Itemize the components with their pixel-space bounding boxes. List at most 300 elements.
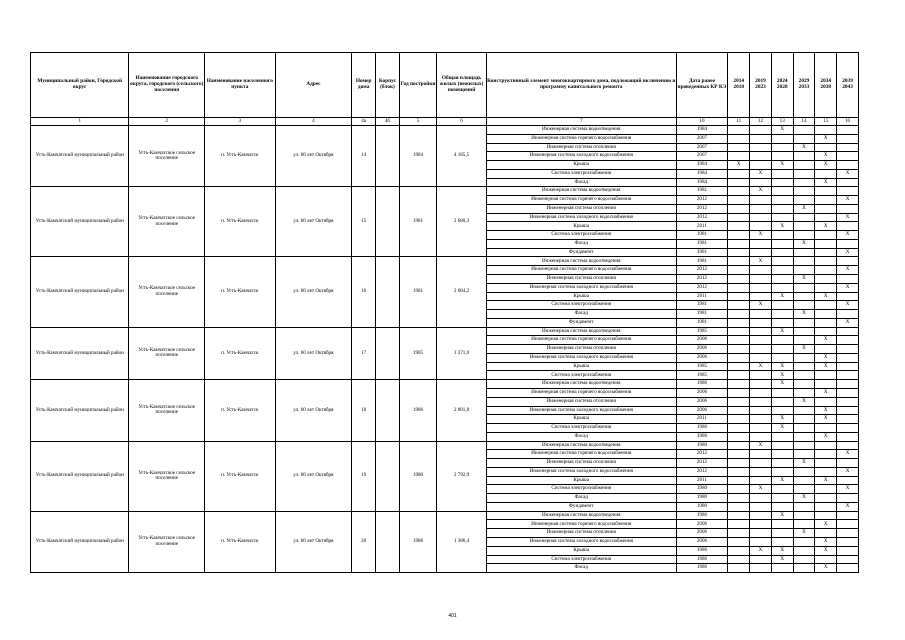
period-cell <box>750 161 772 170</box>
header-row <box>31 53 859 118</box>
element-cell: Фасад <box>486 239 676 248</box>
period-cell <box>728 204 750 213</box>
repair-mark: X <box>815 353 837 362</box>
period-cell <box>771 275 793 284</box>
element-cell: Фундамент <box>486 248 676 257</box>
header-period-2019: 2019 2023 <box>750 53 772 118</box>
period-cell <box>728 441 750 450</box>
prev-repair-date-cell: 1984 <box>676 126 728 135</box>
prev-repair-date-cell: 1981 <box>676 248 728 257</box>
element-cell: Система электроснабжения <box>486 485 676 494</box>
repair-mark: X <box>771 546 793 555</box>
repair-mark: X <box>837 467 859 476</box>
element-cell: Фундамент <box>486 502 676 511</box>
table-row <box>31 441 859 450</box>
period-cell <box>771 494 793 503</box>
period-cell <box>750 318 772 327</box>
repair-mark: X <box>771 371 793 380</box>
period-cell <box>837 178 859 187</box>
period-cell <box>771 388 793 397</box>
period-cell <box>771 187 793 196</box>
prev-repair-date-cell: 2011 <box>676 415 728 424</box>
prev-repair-date-cell: 1986 <box>676 432 728 441</box>
period-cell <box>728 371 750 380</box>
year-cell: 1984 <box>399 126 436 187</box>
period-cell <box>793 362 815 371</box>
element-cell: Инженерная система горячего водоснабжения <box>486 266 676 275</box>
period-cell <box>793 213 815 222</box>
block-cell <box>376 327 400 380</box>
prev-repair-date-cell: 2006 <box>676 345 728 354</box>
period-cell <box>793 555 815 564</box>
period-cell <box>837 537 859 546</box>
period-cell <box>837 187 859 196</box>
district-cell: Усть-Камчатский муниципальный район <box>31 257 129 327</box>
prev-repair-date-cell: 2012 <box>676 213 728 222</box>
period-cell <box>750 345 772 354</box>
period-cell <box>728 239 750 248</box>
prev-repair-date-cell: 1980 <box>676 502 728 511</box>
period-cell <box>837 239 859 248</box>
settlement-cell: Усть-Камчатское сельское поселение <box>129 380 205 441</box>
period-cell <box>837 362 859 371</box>
period-cell <box>793 178 815 187</box>
period-cell <box>837 327 859 336</box>
period-cell <box>815 231 837 240</box>
period-cell <box>728 494 750 503</box>
area-cell: 1 386,4 <box>437 511 487 572</box>
period-cell <box>815 529 837 538</box>
element-cell: Крыша <box>486 362 676 371</box>
period-cell <box>793 152 815 161</box>
repair-mark: X <box>815 134 837 143</box>
period-cell <box>793 380 815 389</box>
period-cell <box>728 257 750 266</box>
district-cell: Усть-Камчатский муниципальный район <box>31 327 129 380</box>
period-cell <box>837 126 859 135</box>
period-cell <box>728 555 750 564</box>
settlement-cell: Усть-Камчатское сельское поселение <box>129 327 205 380</box>
period-cell <box>793 169 815 178</box>
area-cell: 2 680,3 <box>437 187 487 257</box>
period-cell <box>837 424 859 433</box>
period-cell <box>815 485 837 494</box>
prev-repair-date-cell: 1986 <box>676 555 728 564</box>
col-number: 11 <box>728 118 750 126</box>
col-number: 4б <box>376 118 400 126</box>
house-number-cell: 16 <box>352 257 376 327</box>
street-cell: ул. 60 лет Октября <box>275 380 352 441</box>
period-cell <box>728 353 750 362</box>
element-cell: Система электроснабжения <box>486 555 676 564</box>
element-cell: Крыша <box>486 415 676 424</box>
locality-cell: п. Усть-Камчатск <box>205 257 275 327</box>
repair-mark: X <box>771 126 793 135</box>
period-cell <box>771 529 793 538</box>
element-cell: Инженерная система горячего водоснабжения <box>486 388 676 397</box>
header-locality: Наименование населенного пункта <box>205 53 275 118</box>
block-cell <box>376 380 400 441</box>
period-cell <box>815 511 837 520</box>
period-cell <box>837 345 859 354</box>
repair-mark: X <box>750 485 772 494</box>
repair-mark: X <box>837 283 859 292</box>
repair-mark: X <box>837 450 859 459</box>
period-cell <box>750 327 772 336</box>
col-number: 1 <box>31 118 129 126</box>
period-cell <box>728 564 750 573</box>
column-number-row <box>31 118 859 126</box>
period-cell <box>728 476 750 485</box>
area-cell: 4 185,5 <box>437 126 487 187</box>
prev-repair-date-cell: 2012 <box>676 266 728 275</box>
header-period-2039: 2039 2043 <box>837 53 859 118</box>
period-cell <box>771 537 793 546</box>
period-cell <box>728 248 750 257</box>
period-cell <box>750 134 772 143</box>
period-cell <box>750 564 772 573</box>
period-cell <box>815 494 837 503</box>
period-cell <box>771 196 793 205</box>
repair-mark: X <box>837 213 859 222</box>
col-number: 12 <box>750 118 772 126</box>
settlement-cell: Усть-Камчатское сельское поселение <box>129 441 205 511</box>
prev-repair-date-cell: 2011 <box>676 222 728 231</box>
element-cell: Инженерная система холодного водоснабжения <box>486 152 676 161</box>
element-cell: Крыша <box>486 292 676 301</box>
period-cell <box>837 432 859 441</box>
locality-cell: п. Усть-Камчатск <box>205 511 275 572</box>
element-cell: Инженерная система отопления <box>486 345 676 354</box>
locality-cell: п. Усть-Камчатск <box>205 441 275 511</box>
period-cell <box>771 336 793 345</box>
period-cell <box>750 388 772 397</box>
repair-mark: X <box>815 537 837 546</box>
period-cell <box>815 275 837 284</box>
locality-cell: п. Усть-Камчатск <box>205 327 275 380</box>
period-cell <box>771 143 793 152</box>
prev-repair-date-cell: 2007 <box>676 134 728 143</box>
period-cell <box>837 143 859 152</box>
repair-mark: X <box>771 555 793 564</box>
area-cell: 2 801,8 <box>437 380 487 441</box>
period-cell <box>793 485 815 494</box>
period-cell <box>750 459 772 468</box>
element-cell: Фасад <box>486 494 676 503</box>
period-cell <box>815 213 837 222</box>
period-cell <box>815 467 837 476</box>
period-cell <box>815 441 837 450</box>
repair-mark: X <box>815 406 837 415</box>
header-house-number: Номер дома <box>352 53 376 118</box>
period-cell <box>728 529 750 538</box>
prev-repair-date-cell: 2012 <box>676 275 728 284</box>
prev-repair-date-cell: 2011 <box>676 476 728 485</box>
period-cell <box>728 222 750 231</box>
prev-repair-date-cell: 2012 <box>676 196 728 205</box>
repair-mark: X <box>815 432 837 441</box>
repair-mark: X <box>837 248 859 257</box>
period-cell <box>793 415 815 424</box>
period-cell <box>837 415 859 424</box>
period-cell <box>728 502 750 511</box>
period-cell <box>750 537 772 546</box>
repair-mark: X <box>750 257 772 266</box>
repair-mark: X <box>771 380 793 389</box>
prev-repair-date-cell: 2012 <box>676 204 728 213</box>
repair-mark: X <box>815 388 837 397</box>
period-cell <box>793 432 815 441</box>
period-cell <box>815 283 837 292</box>
prev-repair-date-cell: 2006 <box>676 336 728 345</box>
period-cell <box>815 204 837 213</box>
period-cell <box>793 327 815 336</box>
period-cell <box>815 371 837 380</box>
period-cell <box>837 310 859 319</box>
element-cell: Фасад <box>486 564 676 573</box>
table-row <box>31 511 859 520</box>
period-cell <box>728 292 750 301</box>
period-cell <box>793 511 815 520</box>
period-cell <box>771 178 793 187</box>
prev-repair-date-cell: 1981 <box>676 239 728 248</box>
repair-mark: X <box>793 459 815 468</box>
header-period-2024: 2024 2028 <box>771 53 793 118</box>
prev-repair-date-cell: 1985 <box>676 327 728 336</box>
prev-repair-date-cell: 1980 <box>676 494 728 503</box>
period-cell <box>750 143 772 152</box>
house-number-cell: 17 <box>352 327 376 380</box>
period-cell <box>793 450 815 459</box>
repair-mark: X <box>815 152 837 161</box>
period-cell <box>793 476 815 485</box>
element-cell: Система электроснабжения <box>486 301 676 310</box>
period-cell <box>793 126 815 135</box>
street-cell: ул. 60 лет Октября <box>275 257 352 327</box>
element-cell: Инженерная система горячего водоснабжения <box>486 520 676 529</box>
period-cell <box>728 424 750 433</box>
repair-mark: X <box>837 266 859 275</box>
period-cell <box>750 275 772 284</box>
element-cell: Инженерная система горячего водоснабжения <box>486 196 676 205</box>
period-cell <box>815 169 837 178</box>
element-cell: Система электроснабжения <box>486 169 676 178</box>
period-cell <box>837 397 859 406</box>
period-cell <box>771 450 793 459</box>
col-number: 4 <box>275 118 352 126</box>
period-cell <box>837 546 859 555</box>
period-cell <box>728 388 750 397</box>
period-cell <box>771 345 793 354</box>
repair-mark: X <box>750 546 772 555</box>
period-cell <box>750 196 772 205</box>
year-cell: 1986 <box>399 511 436 572</box>
period-cell <box>837 511 859 520</box>
period-cell <box>793 301 815 310</box>
prev-repair-date-cell: 1985 <box>676 371 728 380</box>
header-address: Адрес <box>275 53 352 118</box>
table-row <box>31 380 859 389</box>
element-cell: Инженерная система водоотведения <box>486 187 676 196</box>
year-cell: 1980 <box>399 441 436 511</box>
repair-mark: X <box>815 292 837 301</box>
element-cell: Инженерная система водоотведения <box>486 327 676 336</box>
repair-mark: X <box>793 310 815 319</box>
prev-repair-date-cell: 2012 <box>676 283 728 292</box>
header-year: Год постройки <box>399 53 436 118</box>
period-cell <box>750 310 772 319</box>
prev-repair-date-cell: 2012 <box>676 450 728 459</box>
element-cell: Инженерная система холодного водоснабжения <box>486 406 676 415</box>
table-row <box>31 257 859 266</box>
period-cell <box>728 406 750 415</box>
period-cell <box>750 432 772 441</box>
period-cell <box>750 511 772 520</box>
period-cell <box>771 406 793 415</box>
prev-repair-date-cell: 1985 <box>676 362 728 371</box>
period-cell <box>837 204 859 213</box>
period-cell <box>750 213 772 222</box>
period-cell <box>728 432 750 441</box>
district-cell: Усть-Камчатский муниципальный район <box>31 511 129 572</box>
repair-mark: X <box>793 275 815 284</box>
prev-repair-date-cell: 2006 <box>676 388 728 397</box>
period-cell <box>750 204 772 213</box>
prev-repair-date-cell: 2006 <box>676 537 728 546</box>
col-number: 7 <box>486 118 676 126</box>
repair-mark: X <box>837 196 859 205</box>
capital-repair-table <box>30 52 859 573</box>
repair-mark: X <box>750 362 772 371</box>
prev-repair-date-cell: 2012 <box>676 467 728 476</box>
period-cell <box>771 213 793 222</box>
header-settlement: Наименование городского округа, городского (сельского) поселения <box>129 53 205 118</box>
repair-mark: X <box>793 397 815 406</box>
repair-mark: X <box>815 178 837 187</box>
area-cell: 1 371,0 <box>437 327 487 380</box>
period-cell <box>793 231 815 240</box>
period-cell <box>728 345 750 354</box>
repair-mark: X <box>815 564 837 573</box>
period-cell <box>793 187 815 196</box>
repair-mark: X <box>750 169 772 178</box>
period-cell <box>750 450 772 459</box>
header-period-2014: 2014 2018 <box>728 53 750 118</box>
period-cell <box>771 266 793 275</box>
period-cell <box>815 266 837 275</box>
element-cell: Инженерная система холодного водоснабжения <box>486 213 676 222</box>
col-number: 16 <box>837 118 859 126</box>
house-number-cell: 20 <box>352 511 376 572</box>
table-body <box>31 126 859 573</box>
element-cell: Инженерная система горячего водоснабжения <box>486 134 676 143</box>
house-number-cell: 19 <box>352 441 376 511</box>
repair-mark: X <box>837 169 859 178</box>
period-cell <box>728 266 750 275</box>
col-number: 4а <box>352 118 376 126</box>
period-cell <box>837 161 859 170</box>
period-cell <box>750 336 772 345</box>
period-cell <box>771 152 793 161</box>
street-cell: ул. 60 лет Октября <box>275 441 352 511</box>
period-cell <box>771 204 793 213</box>
element-cell: Инженерная система отопления <box>486 529 676 538</box>
element-cell: Инженерная система отопления <box>486 397 676 406</box>
repair-mark: X <box>815 546 837 555</box>
prev-repair-date-cell: 1981 <box>676 231 728 240</box>
repair-mark: X <box>837 502 859 511</box>
col-number: 3 <box>205 118 275 126</box>
repair-mark: X <box>837 231 859 240</box>
street-cell: ул. 60 лет Октября <box>275 126 352 187</box>
year-cell: 1986 <box>399 380 436 441</box>
prev-repair-date-cell: 2006 <box>676 353 728 362</box>
table-row <box>31 327 859 336</box>
period-cell <box>837 564 859 573</box>
district-cell: Усть-Камчатский муниципальный район <box>31 380 129 441</box>
header-block: Корпус (блок) <box>376 53 400 118</box>
period-cell <box>837 520 859 529</box>
period-cell <box>793 520 815 529</box>
period-cell <box>771 318 793 327</box>
prev-repair-date-cell: 1986 <box>676 564 728 573</box>
prev-repair-date-cell: 2011 <box>676 292 728 301</box>
col-number: 10 <box>676 118 728 126</box>
element-cell: Инженерная система холодного водоснабжения <box>486 467 676 476</box>
period-cell <box>815 450 837 459</box>
period-cell <box>837 555 859 564</box>
period-cell <box>728 336 750 345</box>
house-number-cell: 18 <box>352 380 376 441</box>
period-cell <box>750 178 772 187</box>
page-number: 401 <box>448 613 457 619</box>
period-cell <box>837 152 859 161</box>
repair-mark: X <box>750 301 772 310</box>
repair-mark: X <box>837 318 859 327</box>
block-cell <box>376 441 400 511</box>
period-cell <box>815 301 837 310</box>
repair-mark: X <box>815 362 837 371</box>
period-cell <box>771 239 793 248</box>
prev-repair-date-cell: 1984 <box>676 169 728 178</box>
area-cell: 2 792,9 <box>437 441 487 511</box>
element-cell: Система электроснабжения <box>486 371 676 380</box>
element-cell: Инженерная система горячего водоснабжения <box>486 336 676 345</box>
prev-repair-date-cell: 1986 <box>676 424 728 433</box>
period-cell <box>815 502 837 511</box>
period-cell <box>728 380 750 389</box>
period-cell <box>728 178 750 187</box>
period-cell <box>728 301 750 310</box>
element-cell: Крыша <box>486 161 676 170</box>
period-cell <box>771 169 793 178</box>
period-cell <box>771 231 793 240</box>
period-cell <box>815 257 837 266</box>
repair-mark: X <box>771 415 793 424</box>
repair-mark: X <box>815 336 837 345</box>
element-cell: Инженерная система водоотведения <box>486 380 676 389</box>
period-cell <box>728 169 750 178</box>
period-cell <box>837 134 859 143</box>
period-cell <box>837 353 859 362</box>
period-cell <box>837 388 859 397</box>
period-cell <box>815 143 837 152</box>
block-cell <box>376 187 400 257</box>
repair-mark: X <box>771 327 793 336</box>
period-cell <box>837 336 859 345</box>
repair-mark: X <box>815 520 837 529</box>
element-cell: Крыша <box>486 222 676 231</box>
